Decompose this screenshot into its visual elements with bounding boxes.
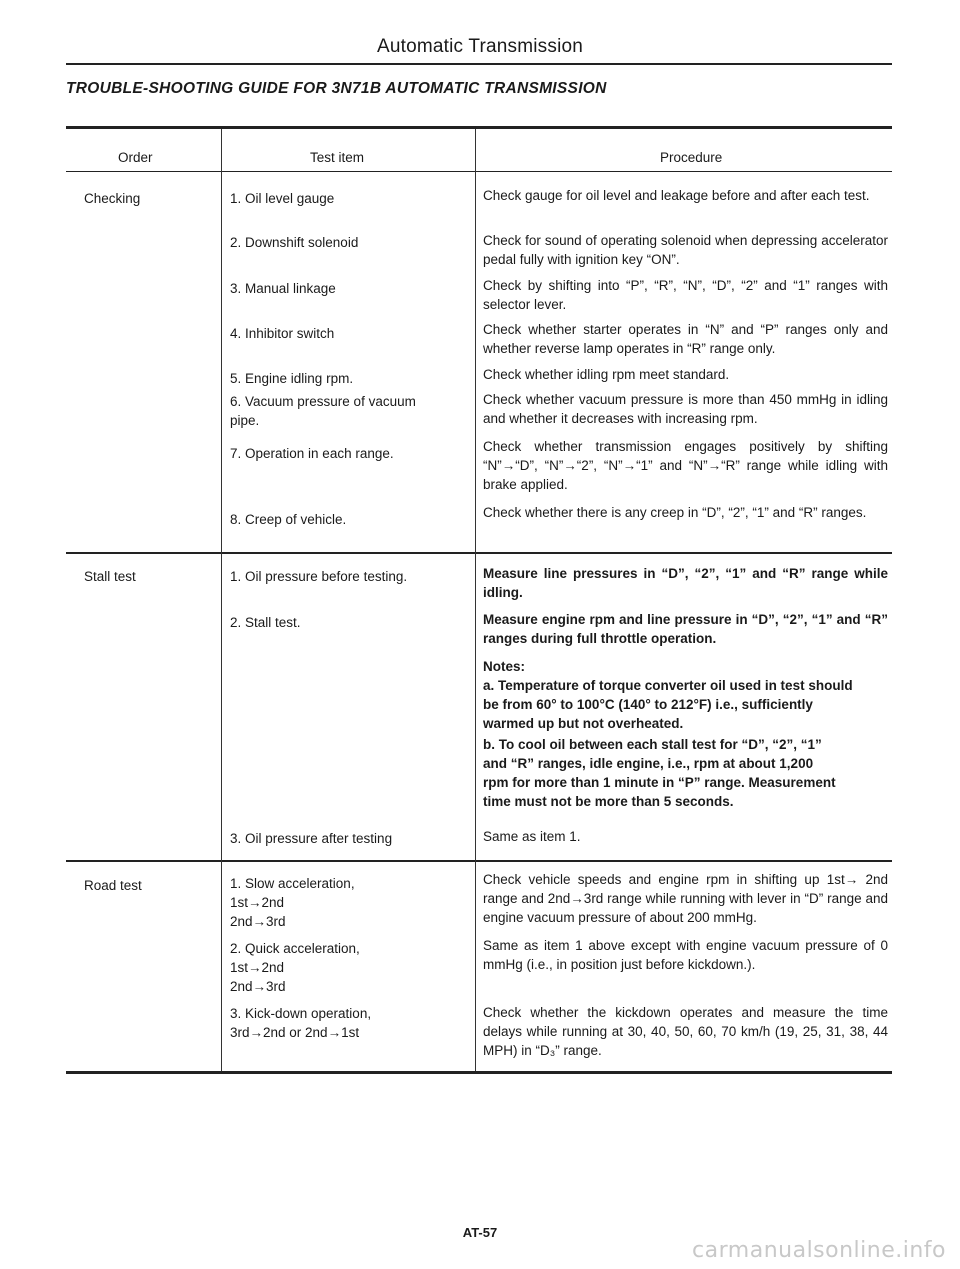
table-top-rule <box>66 126 892 129</box>
order-stall-test: Stall test <box>84 569 136 584</box>
procedure-text: Check whether the kickdown operates and measure the time delays while running at 30, 40, 50, 60, 70 km/h (19, 25, 31, 38, 44 MPH) in “D₃” range. <box>483 1005 888 1058</box>
procedure-text: Check whether there is any creep in “D”, “2”, “1” and “R” ranges. <box>483 505 867 520</box>
guide-title: TROUBLE-SHOOTING GUIDE FOR 3N71B AUTOMATIC TRANSMISSION <box>66 80 607 97</box>
procedure-text: Check whether starter operates in “N” and “P” ranges only and whether reverse lamp operates in “R” range only. <box>483 322 888 356</box>
procedure-text: Check whether vacuum pressure is more than 450 mmHg in idling and whether it decreases with increasing rpm. <box>483 392 888 426</box>
column-divider <box>475 129 476 1071</box>
test-item: 1. Oil level gauge <box>230 191 335 206</box>
page-number: AT-57 <box>462 1225 498 1240</box>
trouble-shooting-table <box>66 126 892 1076</box>
test-item: 1. Oil pressure before testing. <box>230 569 408 584</box>
procedure-text: Same as item 1. <box>483 829 581 844</box>
column-header-procedure: Procedure <box>660 150 723 165</box>
group-divider-rule <box>66 552 892 554</box>
test-item: 6. Vacuum pressure of vacuum pipe. <box>230 394 416 428</box>
procedure-text: Check for sound of operating solenoid when depressing accelerator pedal fully with ignition key “ON”. <box>483 233 888 267</box>
note-b: b. To cool oil between each stall test for “D”, “2”, “1” and “R” ranges, idle engine, i.e., rpm at about 1,200 rpm for more than 1 minute in “P” range. Measurement time must not be more than 5 seconds. <box>483 737 836 809</box>
order-road-test: Road test <box>84 878 142 893</box>
test-item: 4. Inhibitor switch <box>230 326 335 341</box>
header-rule <box>66 63 892 65</box>
test-item: 5. Engine idling rpm. <box>230 371 354 386</box>
procedure-text: Measure engine rpm and line pressure in “D”, “2”, “1” and “R” ranges during full throttle operation. <box>483 612 888 646</box>
test-item: 2. Stall test. <box>230 615 301 630</box>
group-divider-rule <box>66 860 892 862</box>
column-header-test-item: Test item <box>310 150 365 165</box>
test-item: 2. Downshift solenoid <box>230 235 359 250</box>
column-header-order: Order <box>118 150 153 165</box>
procedure-text: Check vehicle speeds and engine rpm in shifting up 1st→ 2nd range and 2nd→3rd range while running with lever in “D” range and engine vacuum pressure of about 200 mmHg. <box>483 872 888 925</box>
test-item: 2. Quick acceleration, 1st→2nd 2nd→3rd <box>230 941 360 994</box>
test-item: 7. Operation in each range. <box>230 446 394 461</box>
note-a: a. Temperature of torque converter oil used in test should be from 60° to 100°C (140° to 212°F) i.e., sufficiently warmed up but not overheated. <box>483 678 853 731</box>
test-item: 3. Oil pressure after testing <box>230 831 393 846</box>
header-bottom-rule <box>66 171 892 172</box>
test-item: 3. Manual linkage <box>230 281 336 296</box>
test-item: 3. Kick-down operation, 3rd→2nd or 2nd→1st <box>230 1006 372 1040</box>
column-divider <box>221 129 222 1071</box>
procedure-text: Same as item 1 above except with engine vacuum pressure of 0 mmHg (i.e., in position just before kickdown.). <box>483 938 888 972</box>
order-checking: Checking <box>84 191 141 206</box>
page-header: Automatic Transmission <box>376 36 584 57</box>
procedure-text: Measure line pressures in “D”, “2”, “1” and “R” range while idling. <box>483 566 888 600</box>
procedure-text: Check gauge for oil level and leakage before and after each test. <box>483 188 870 203</box>
test-item: 1. Slow acceleration, 1st→2nd 2nd→3rd <box>230 876 355 929</box>
notes-heading: Notes: <box>483 659 526 674</box>
procedure-text: Check by shifting into “P”, “R”, “N”, “D”, “2” and “1” ranges with selector lever. <box>483 278 888 312</box>
table-bottom-rule <box>66 1071 892 1074</box>
watermark: carmanualsonline.info <box>692 1238 946 1263</box>
procedure-text: Check whether idling rpm meet standard. <box>483 367 730 382</box>
test-item: 8. Creep of vehicle. <box>230 512 347 527</box>
procedure-text: Check whether transmission engages positively by shifting “N”→“D”, “N”→“2”, “N”→“1” and “N”→“R” range while idling with brake applied. <box>483 439 888 492</box>
